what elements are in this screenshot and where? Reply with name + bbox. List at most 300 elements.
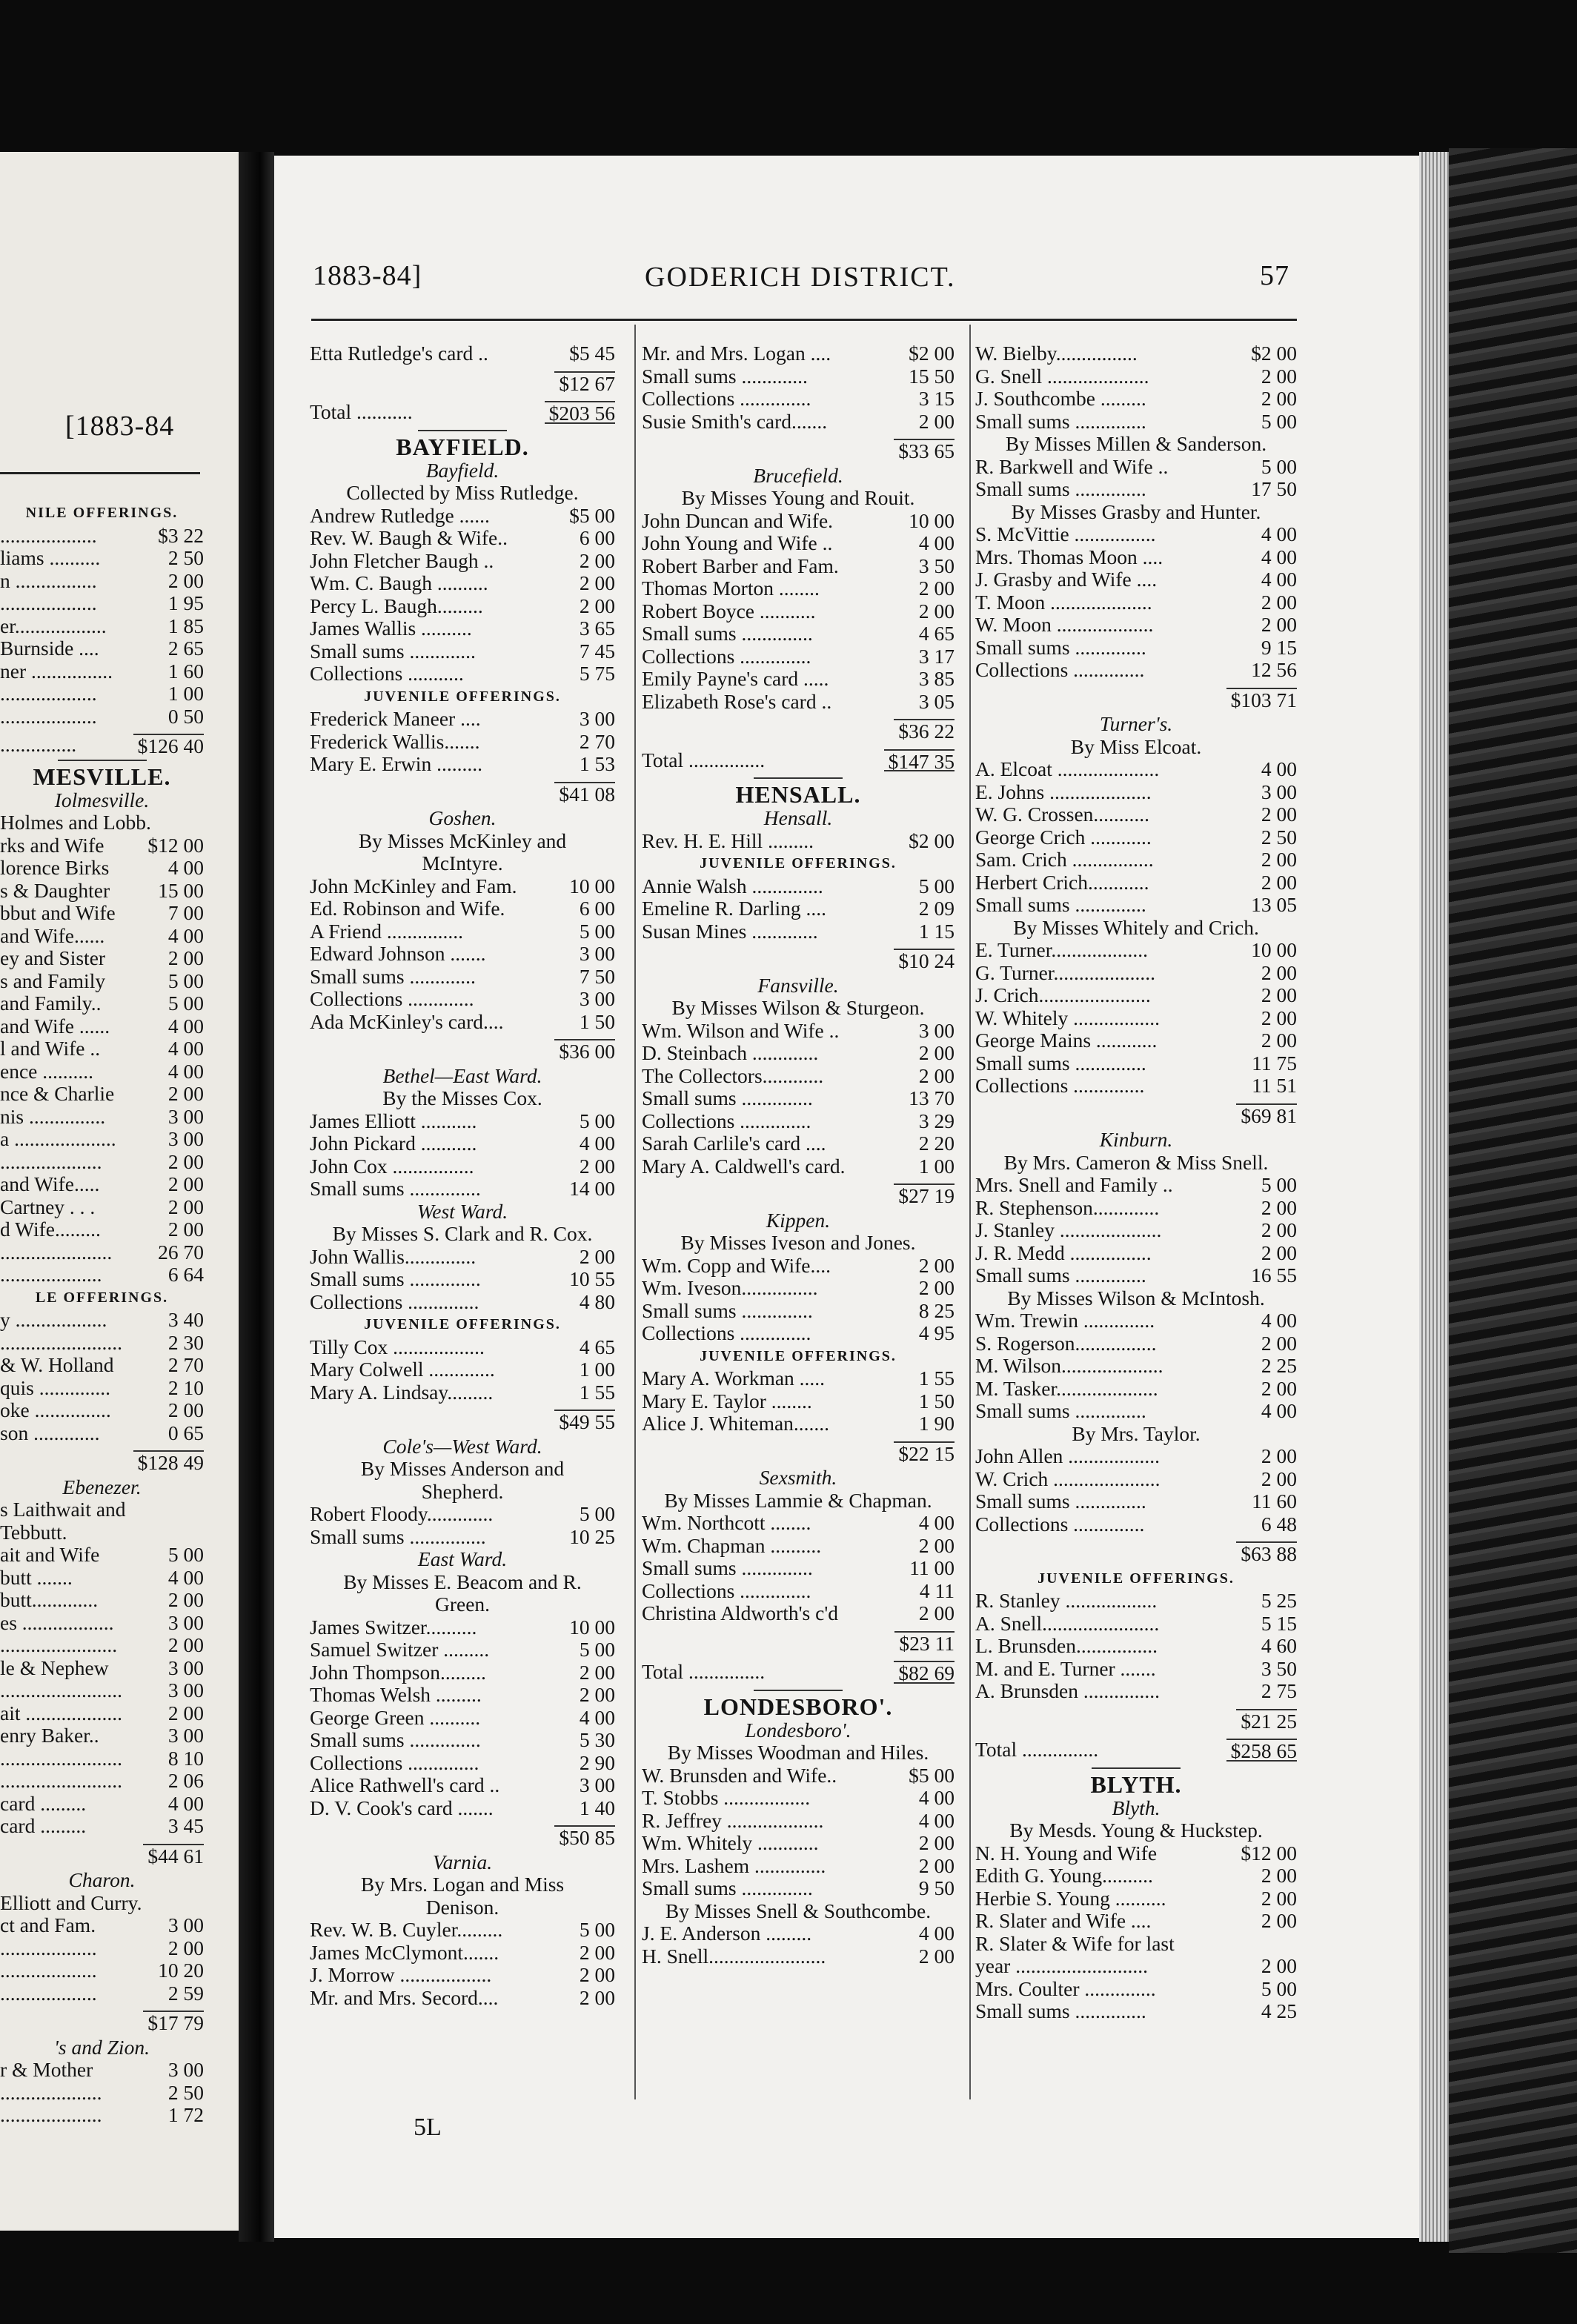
entry-amount: 3 50 bbox=[1261, 1657, 1297, 1680]
entry-amount: 2 00 bbox=[918, 1254, 954, 1277]
entry-amount: 2 90 bbox=[579, 1751, 615, 1774]
appointment-subheading: Sexsmith. bbox=[759, 1466, 837, 1489]
entry-name: Robert Boyce ........... bbox=[642, 600, 816, 622]
entry-name: N. H. Young and Wife bbox=[975, 1842, 1158, 1865]
ledger-entry bbox=[975, 1680, 1297, 1703]
ledger-entry bbox=[0, 1264, 204, 1286]
entry-name: The Collectors............ bbox=[642, 1064, 824, 1087]
entry-amount: 5 00 bbox=[1261, 1977, 1297, 2000]
ledger-entry bbox=[310, 988, 615, 1011]
appointment-subheading: Hensall. bbox=[763, 806, 833, 829]
entry-amount: 7 00 bbox=[167, 902, 204, 924]
collector-note: By Misses S. Clark and R. Cox. bbox=[332, 1223, 593, 1245]
ledger-entry bbox=[642, 1020, 954, 1043]
entry-amount: 5 75 bbox=[579, 663, 615, 685]
entry-name: Small sums ............. bbox=[310, 640, 476, 663]
entry-amount: 4 25 bbox=[1261, 2000, 1297, 2022]
ledger-entry bbox=[642, 1580, 954, 1603]
entry-amount: 2 00 bbox=[918, 577, 954, 600]
ledger-entry bbox=[642, 1065, 954, 1088]
ledger-entry bbox=[0, 637, 204, 660]
subtotal-row bbox=[642, 1631, 954, 1654]
entry-name: rks and Wife bbox=[0, 834, 104, 857]
ledger-entry bbox=[310, 1155, 615, 1178]
entry-amount: 3 00 bbox=[167, 1914, 204, 1936]
ledger-entry bbox=[642, 897, 954, 920]
entry-amount: 7 45 bbox=[579, 640, 615, 663]
entry-name: Rev. H. E. Hill ......... bbox=[642, 829, 814, 852]
entry-name: Small sums .............. bbox=[642, 1087, 813, 1109]
entry-name: Herbert Crich............ bbox=[975, 871, 1149, 894]
ledger-entry bbox=[642, 1535, 954, 1558]
entry-name: Robert Floody............. bbox=[310, 1503, 494, 1525]
ledger-entry bbox=[310, 1639, 615, 1661]
entry-name: Edith G. Young.......... bbox=[975, 1865, 1153, 1887]
entry-name: Collections .............. bbox=[642, 1322, 811, 1344]
ledger-entry bbox=[975, 1635, 1297, 1658]
ledger-entry bbox=[975, 2000, 1297, 2023]
entry-amount: $21 25 bbox=[1236, 1709, 1297, 1732]
ledger-entry bbox=[310, 1110, 615, 1133]
entry-amount: 9 15 bbox=[1261, 636, 1297, 659]
ledger-entry bbox=[975, 1490, 1297, 1513]
collector-note: R. Slater & Wife for last bbox=[975, 1932, 1175, 1955]
entry-amount: 2 00 bbox=[579, 1986, 615, 2009]
entry-name: M. Wilson.................... bbox=[975, 1355, 1163, 1377]
subtotal-row bbox=[642, 949, 954, 972]
entry-name bbox=[642, 439, 894, 462]
ledger-entry bbox=[0, 1612, 204, 1635]
entry-name: Small sums .............. bbox=[642, 1299, 813, 1322]
ledger-entry bbox=[642, 1922, 954, 1945]
heading-rule bbox=[1092, 1767, 1181, 1769]
subtotal-row bbox=[975, 688, 1297, 711]
ledger-entry bbox=[0, 1241, 204, 1264]
ledger-entry bbox=[642, 1300, 954, 1323]
ledger-entry bbox=[0, 615, 204, 638]
entry-amount: 4 00 bbox=[918, 1512, 954, 1534]
entry-amount: 1 95 bbox=[167, 592, 204, 614]
appointment-subheading: Fansville. bbox=[757, 973, 839, 997]
ledger-entry bbox=[642, 600, 954, 623]
entry-amount: 5 00 bbox=[579, 1919, 615, 1941]
entry-amount: 8 25 bbox=[918, 1299, 954, 1322]
entry-amount: $82 69 bbox=[894, 1661, 954, 1684]
ledger-entry bbox=[0, 525, 204, 548]
ledger-entry bbox=[0, 1702, 204, 1725]
entry-amount: 3 00 bbox=[167, 1656, 204, 1679]
entry-name: Mr. and Mrs. Logan .... bbox=[642, 342, 831, 365]
ledger-entry bbox=[0, 1937, 204, 1960]
ledger-entry bbox=[975, 568, 1297, 591]
entry-amount: 4 00 bbox=[167, 1566, 204, 1589]
entry-name: Collections ............. bbox=[310, 988, 474, 1010]
entry-name: bbut and Wife bbox=[0, 902, 116, 924]
entry-name: Small sums .............. bbox=[975, 894, 1146, 916]
entry-name: J. E. Anderson ......... bbox=[642, 1922, 812, 1945]
ledger-entry bbox=[642, 1764, 954, 1787]
entry-amount: 2 00 bbox=[579, 1964, 615, 1986]
ledger-entry bbox=[310, 1684, 615, 1707]
entry-name: Emeline R. Darling .... bbox=[642, 897, 826, 920]
ledger-entry bbox=[310, 1336, 615, 1359]
entry-name: W. Moon ................... bbox=[975, 614, 1154, 636]
entry-name: A. Brunsden ............... bbox=[975, 1680, 1161, 1702]
ledger-entry bbox=[0, 925, 204, 948]
entry-amount: 4 00 bbox=[1261, 758, 1297, 780]
entry-name: oke ............... bbox=[0, 1399, 111, 1421]
ledger-entry bbox=[310, 1729, 615, 1752]
column-divider-1 bbox=[634, 325, 636, 2099]
ledger-entry bbox=[0, 1914, 204, 1937]
page-edges bbox=[1419, 152, 1449, 2242]
entry-name: Small sums .............. bbox=[310, 1729, 481, 1751]
entry-amount: $17 79 bbox=[143, 2011, 204, 2034]
entry-amount: 1 50 bbox=[918, 1390, 954, 1412]
entry-name: and Family.. bbox=[0, 992, 102, 1015]
entry-name bbox=[0, 2011, 143, 2034]
entry-name: James Elliott ........... bbox=[310, 1109, 477, 1132]
entry-name: Samuel Switzer ......... bbox=[310, 1639, 490, 1661]
entry-amount: $69 81 bbox=[1236, 1103, 1297, 1126]
entry-name bbox=[310, 1825, 554, 1848]
entry-name: Small sums .............. bbox=[310, 1268, 481, 1290]
subtotal-row bbox=[642, 719, 954, 742]
entry-amount: 4 60 bbox=[1261, 1635, 1297, 1657]
entry-name: ................... bbox=[0, 705, 97, 728]
entry-name: E. Johns .................... bbox=[975, 780, 1152, 803]
entry-amount: 15 00 bbox=[158, 879, 204, 902]
ledger-entry bbox=[975, 984, 1297, 1007]
ledger-entry bbox=[310, 1358, 615, 1381]
entry-name: Collections .............. bbox=[642, 1109, 811, 1132]
entry-name: Frederick Wallis....... bbox=[310, 730, 480, 753]
ledger-entry bbox=[0, 902, 204, 925]
entry-amount: 4 00 bbox=[167, 857, 204, 879]
subtotal-row bbox=[975, 1103, 1297, 1126]
entry-name: Wm. C. Baugh .......... bbox=[310, 572, 488, 594]
ledger-entry bbox=[975, 826, 1297, 849]
entry-amount: 2 00 bbox=[579, 1684, 615, 1706]
ledger-entry bbox=[310, 1797, 615, 1820]
entry-name: ............... bbox=[0, 734, 77, 756]
ledger-entry bbox=[310, 1268, 615, 1291]
ledger-entry bbox=[310, 1526, 615, 1549]
entry-name: lorence Birks bbox=[0, 857, 110, 879]
circuit-heading: MESVILLE. bbox=[33, 763, 171, 790]
entry-amount: 2 00 bbox=[579, 1245, 615, 1268]
entry-name: .................... bbox=[0, 2104, 102, 2126]
entry-name: Mrs. Lashem .............. bbox=[642, 1854, 826, 1877]
appointment-subheading: East Ward. bbox=[417, 1547, 508, 1570]
subtotal-row bbox=[642, 1183, 954, 1206]
entry-name: Mr. and Mrs. Secord.... bbox=[310, 1986, 499, 2009]
entry-amount: 2 00 bbox=[918, 1854, 954, 1877]
ledger-entry bbox=[975, 546, 1297, 569]
entry-name: Susan Mines ............. bbox=[642, 920, 818, 943]
collector-note: By Misses Wilson & McIntosh. bbox=[1007, 1286, 1265, 1309]
ledger-entry bbox=[0, 1634, 204, 1657]
subtotal-row bbox=[642, 439, 954, 462]
entry-name: son ............. bbox=[0, 1421, 100, 1444]
entry-name: A. Snell....................... bbox=[975, 1612, 1160, 1635]
entry-amount: 2 25 bbox=[1261, 1355, 1297, 1377]
ledger-entry bbox=[310, 1291, 615, 1314]
entry-amount: 1 40 bbox=[579, 1796, 615, 1819]
right-page bbox=[274, 156, 1419, 2238]
subtotal-row bbox=[310, 1825, 615, 1848]
entry-name bbox=[975, 1709, 1236, 1732]
appointment-subheading: Kinburn. bbox=[1099, 1128, 1173, 1151]
running-head-year: 1883-84] bbox=[313, 260, 422, 291]
entry-amount: 3 00 bbox=[167, 2059, 204, 2081]
collector-note: McIntyre. bbox=[422, 852, 503, 874]
entry-amount: 2 06 bbox=[167, 1770, 204, 1792]
entry-amount: 2 00 bbox=[167, 569, 204, 592]
entry-name: er.................. bbox=[0, 614, 107, 637]
entry-amount: 4 00 bbox=[1261, 568, 1297, 591]
entry-amount: 5 00 bbox=[167, 969, 204, 992]
entry-name: Rev. W. B. Cuyler......... bbox=[310, 1919, 503, 1941]
ledger-entry bbox=[0, 1083, 204, 1106]
ledger-entry bbox=[975, 411, 1297, 434]
entry-amount: 3 00 bbox=[579, 1774, 615, 1796]
entry-amount: 2 00 bbox=[918, 1945, 954, 1968]
collector-note: By Mrs. Cameron & Miss Snell. bbox=[1003, 1151, 1269, 1174]
entry-amount: 10 55 bbox=[569, 1268, 615, 1290]
entry-amount: 2 00 bbox=[918, 1042, 954, 1064]
entry-name bbox=[310, 1039, 554, 1062]
ledger-entry bbox=[0, 683, 204, 706]
entry-amount: 1 72 bbox=[167, 2104, 204, 2126]
entry-name: Small sums .............. bbox=[975, 1400, 1146, 1422]
ledger-entry bbox=[0, 1770, 204, 1793]
entry-name bbox=[975, 1541, 1236, 1564]
entry-name: Small sums ............... bbox=[310, 1525, 486, 1548]
ledger-entry bbox=[975, 1445, 1297, 1468]
entry-amount: 2 00 bbox=[1261, 1467, 1297, 1490]
entry-name: ................... bbox=[0, 1936, 97, 1959]
entry-amount: 3 40 bbox=[167, 1309, 204, 1331]
entry-name: ........................ bbox=[0, 1770, 122, 1792]
entry-name: T. Stobbs ................. bbox=[642, 1787, 811, 1809]
ledger-entry bbox=[975, 614, 1297, 637]
entry-amount: 9 50 bbox=[918, 1877, 954, 1899]
entry-amount: 5 25 bbox=[1261, 1590, 1297, 1612]
ledger-entry bbox=[975, 523, 1297, 546]
ledger-entry bbox=[975, 1378, 1297, 1401]
entry-amount: 2 00 bbox=[167, 1173, 204, 1195]
entry-name bbox=[642, 1441, 894, 1464]
entry-name: Wm. Copp and Wife.... bbox=[642, 1254, 831, 1277]
entry-amount: 4 00 bbox=[1261, 523, 1297, 545]
collector-note: By Misses Lammie & Chapman. bbox=[664, 1489, 932, 1512]
entry-name: quis .............. bbox=[0, 1376, 110, 1399]
total-row bbox=[310, 401, 615, 424]
entry-name: n ................ bbox=[0, 569, 97, 592]
collector-note: Holmes and Lobb. bbox=[0, 811, 151, 834]
entry-amount: $63 88 bbox=[1236, 1541, 1297, 1564]
collector-note: By Misses Whitely and Crich. bbox=[1013, 916, 1259, 939]
entry-amount: 6 48 bbox=[1261, 1513, 1297, 1536]
entry-name: Small sums ............. bbox=[310, 965, 476, 988]
collector-note: By Misses E. Beacom and R. bbox=[343, 1570, 582, 1593]
ledger-entry bbox=[0, 547, 204, 570]
entry-amount: 13 05 bbox=[1251, 894, 1297, 916]
left-page bbox=[0, 152, 239, 2231]
entry-name: W. Bielby................ bbox=[975, 342, 1138, 365]
ledger-entry bbox=[0, 970, 204, 993]
ledger-entry bbox=[310, 617, 615, 640]
entry-name: ........................ bbox=[0, 1679, 122, 1702]
entry-name: le & Nephew bbox=[0, 1656, 109, 1679]
ledger-entry bbox=[975, 659, 1297, 682]
subtotal-row bbox=[0, 734, 204, 757]
ledger-entry bbox=[975, 591, 1297, 614]
entry-amount: 2 00 bbox=[1261, 1241, 1297, 1264]
entry-amount: $23 11 bbox=[894, 1631, 954, 1654]
ledger-entry bbox=[310, 1942, 615, 1965]
ledger-entry bbox=[975, 1264, 1297, 1287]
entry-name: James Switzer.......... bbox=[310, 1616, 477, 1639]
appointment-subheading: Goshen. bbox=[428, 806, 497, 829]
ledger-entry bbox=[0, 2104, 204, 2127]
entry-amount: 2 00 bbox=[1261, 614, 1297, 636]
entry-amount: 2 09 bbox=[918, 897, 954, 920]
entry-name: H. Snell....................... bbox=[642, 1945, 826, 1968]
entry-name: Sam. Crich ................ bbox=[975, 849, 1154, 871]
ledger-entry bbox=[975, 758, 1297, 781]
entry-name: R. Stephenson............. bbox=[975, 1196, 1160, 1219]
ledger-entry bbox=[642, 1810, 954, 1833]
collector-note: By Misses Snell & Southcombe. bbox=[665, 1899, 932, 1922]
ledger-entry bbox=[310, 875, 615, 898]
entry-amount: 10 20 bbox=[158, 1959, 204, 1982]
entry-amount: $33 65 bbox=[894, 439, 954, 462]
collector-note: By Misses Millen & Sanderson. bbox=[1005, 433, 1267, 455]
entry-name: A Friend ............... bbox=[310, 920, 464, 943]
entry-amount: 4 00 bbox=[167, 1792, 204, 1815]
entry-name: D. V. Cook's card ....... bbox=[310, 1796, 494, 1819]
entry-amount: 2 50 bbox=[1261, 826, 1297, 849]
entry-amount: 2 00 bbox=[1261, 1196, 1297, 1219]
entry-amount: 0 50 bbox=[167, 705, 204, 728]
ledger-entry bbox=[642, 1512, 954, 1535]
entry-name: John McKinley and Fam. bbox=[310, 874, 517, 897]
entry-amount: 5 00 bbox=[1261, 1174, 1297, 1196]
ledger-entry bbox=[642, 1855, 954, 1878]
subtotal-row bbox=[310, 371, 615, 394]
entry-name: L. Brunsden................ bbox=[975, 1635, 1158, 1657]
entry-name: Total ............... bbox=[975, 1739, 1099, 1761]
entry-name bbox=[642, 1631, 894, 1654]
entry-name: Alice J. Whiteman....... bbox=[642, 1412, 830, 1435]
entry-name: W. Brunsden and Wife.. bbox=[642, 1764, 837, 1787]
ledger-entry bbox=[642, 1412, 954, 1435]
entry-name: Rev. W. Baugh & Wife.. bbox=[310, 527, 508, 549]
entry-name bbox=[975, 688, 1226, 711]
ledger-entry bbox=[310, 505, 615, 528]
ledger-entry bbox=[975, 456, 1297, 479]
column-1 bbox=[310, 342, 615, 2009]
ledger-entry bbox=[975, 365, 1297, 388]
entry-name: R. Jeffrey ................... bbox=[642, 1809, 824, 1832]
ledger-entry bbox=[310, 1919, 615, 1942]
ledger-entry bbox=[310, 1246, 615, 1269]
entry-name: Cartney . . . bbox=[0, 1195, 96, 1218]
entry-amount: 26 70 bbox=[158, 1241, 204, 1264]
entry-name: J. Grasby and Wife .... bbox=[975, 568, 1158, 591]
entry-amount: 2 00 bbox=[579, 572, 615, 594]
entry-amount: 6 00 bbox=[579, 897, 615, 920]
entry-name bbox=[310, 782, 554, 805]
ledger-entry bbox=[642, 1155, 954, 1178]
ledger-entry bbox=[310, 1752, 615, 1775]
entry-amount: 2 00 bbox=[167, 1218, 204, 1241]
appointment-subheading: Ebenezer. bbox=[62, 1475, 142, 1498]
ledger-entry bbox=[310, 550, 615, 573]
entry-amount: 10 00 bbox=[569, 874, 615, 897]
column-3 bbox=[975, 342, 1297, 2023]
entry-name: and Wife ...... bbox=[0, 1015, 110, 1038]
entry-amount: 2 00 bbox=[1261, 803, 1297, 826]
entry-amount: 4 00 bbox=[918, 1922, 954, 1945]
appointment-subheading: West Ward. bbox=[416, 1199, 508, 1223]
subtotal-row bbox=[310, 1410, 615, 1432]
entry-amount: 10 00 bbox=[569, 1616, 615, 1639]
section-caption: JUVENILE OFFERINGS. bbox=[364, 688, 561, 705]
entry-name: Small sums .............. bbox=[975, 2000, 1146, 2022]
entry-name: Susie Smith's card....... bbox=[642, 410, 828, 433]
entry-name bbox=[642, 719, 894, 742]
entry-amount: 1 50 bbox=[579, 1010, 615, 1033]
ledger-entry bbox=[975, 1590, 1297, 1613]
column-divider-2 bbox=[969, 325, 971, 2099]
ledger-entry bbox=[310, 1132, 615, 1155]
entry-name: M. and E. Turner ....... bbox=[975, 1657, 1156, 1680]
entry-amount: 2 00 bbox=[1261, 984, 1297, 1006]
entry-amount: 5 15 bbox=[1261, 1612, 1297, 1635]
ledger-entry bbox=[642, 577, 954, 600]
entry-amount: 2 00 bbox=[1261, 1910, 1297, 1932]
entry-amount: 2 00 bbox=[1261, 1029, 1297, 1052]
entry-name: Andrew Rutledge ...... bbox=[310, 504, 490, 527]
ledger-entry bbox=[975, 1842, 1297, 1865]
ledger-entry bbox=[0, 992, 204, 1015]
entry-amount: 10 25 bbox=[569, 1525, 615, 1548]
entry-amount: 3 00 bbox=[579, 943, 615, 965]
entry-name: .................... bbox=[0, 2081, 102, 2104]
entry-amount: 8 10 bbox=[167, 1747, 204, 1770]
entry-name: S. Rogerson................ bbox=[975, 1332, 1157, 1355]
ledger-entry bbox=[642, 1087, 954, 1110]
entry-name: Small sums ............. bbox=[642, 365, 808, 388]
entry-amount: 2 70 bbox=[579, 730, 615, 753]
section-caption: JUVENILE OFFERINGS. bbox=[1038, 1570, 1235, 1587]
ledger-entry bbox=[642, 622, 954, 645]
ledger-entry bbox=[0, 880, 204, 903]
collector-note: Shepherd. bbox=[421, 1480, 504, 1503]
entry-amount: 5 00 bbox=[579, 1109, 615, 1132]
entry-amount: $2 00 bbox=[1251, 342, 1297, 365]
entry-name: Thomas Morton ........ bbox=[642, 577, 820, 600]
entry-name: James Wallis .......... bbox=[310, 617, 472, 640]
entry-amount: 2 70 bbox=[167, 1354, 204, 1376]
collector-note: By Mesds. Young & Huckstep. bbox=[1009, 1819, 1263, 1842]
entry-amount: 2 00 bbox=[1261, 1955, 1297, 1977]
entry-amount: 2 00 bbox=[167, 1150, 204, 1173]
entry-name: enry Baker.. bbox=[0, 1724, 99, 1747]
